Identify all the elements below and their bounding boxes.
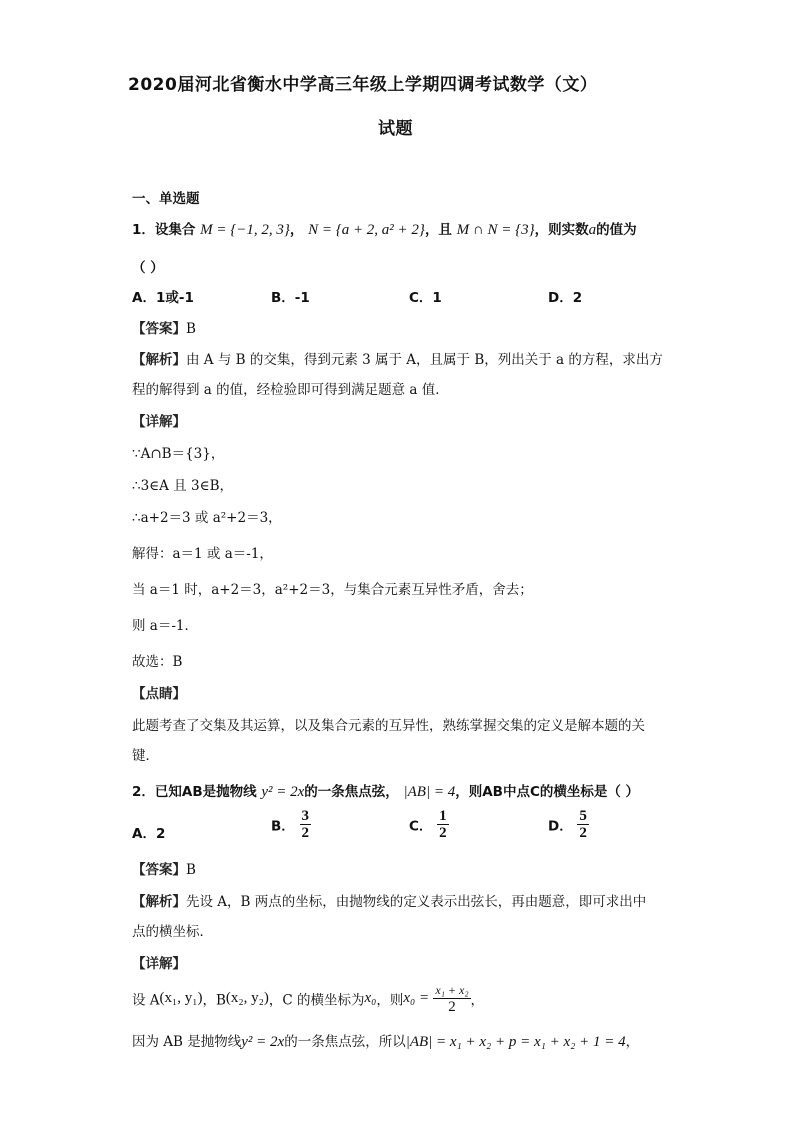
q2-analysis-line2: 点的横坐标． (132, 924, 213, 940)
q2-answer (132, 858, 196, 878)
q1-step: ∴3∈A 且 3∈B， (132, 478, 234, 494)
q2-stem-part: ，则AB中点C的横坐标是（ ） (455, 784, 640, 800)
q2-stem-part: 的一条焦点弦， (304, 784, 399, 800)
fraction-denominator: 2 (579, 825, 587, 841)
fraction-numerator: 5 (579, 808, 587, 824)
chord-length-eq: |AB| = x₁ + x₂ + p = x₁ + x₂ + 1 = 4 (405, 1034, 626, 1050)
parabola-eq: y² = 2x (241, 1034, 285, 1050)
q1-comment-line1: 此题考查了交集及其运算，以及集合元素的互异性，熟练掌握交集的定义是解本题的关 (132, 718, 645, 734)
q1-answer-paren: （ ） (132, 260, 164, 276)
point-a-coords: (x₁, y₁) (159, 990, 203, 1006)
q2-option-d (548, 808, 589, 841)
q1-step: ∵A∩B＝{3}， (132, 446, 225, 462)
text-run: 设 A (132, 992, 160, 1009)
q1-stem-part: 的值为 (596, 222, 637, 238)
option-label: D． (548, 818, 573, 835)
q2-stem-part: 已知AB是抛物线 (154, 784, 257, 800)
fraction-denominator: 2 (301, 825, 309, 841)
q1-step: 故选：B (132, 654, 183, 670)
q1-comment-line2: 键． (132, 748, 159, 764)
option-label: C． (409, 818, 433, 835)
q1-stem (132, 218, 637, 239)
section-heading: 一、单选题 (132, 191, 200, 207)
q2-detail-tag: 【详解】 (132, 956, 186, 972)
q1-step: 则 a＝-1． (132, 618, 198, 634)
equation-lhs: x₀ = (403, 990, 430, 1006)
option-label: B． (271, 818, 295, 835)
q1-sep: ， (289, 222, 304, 238)
q1-step: 当 a＝1 时，a+2＝3，a²+2＝3，与集合元素互异性矛盾，舍去； (132, 582, 533, 598)
q1-stem-part: ，则实数 (534, 222, 589, 238)
q2-parabola: y² = 2x (261, 784, 305, 800)
q2-chord-length: |AB| = 4 (403, 784, 456, 800)
q1-comment-tag: 【点睛】 (132, 686, 186, 702)
q1-step: 解得：a＝1 或 a＝-1， (132, 546, 273, 562)
point-b-coords: (x₂, y₂) (225, 990, 269, 1006)
fraction-numerator: 1 (439, 808, 447, 824)
q1-step: ∴a+2＝3 或 a²+2＝3， (132, 510, 282, 526)
q2-option-c (409, 808, 449, 841)
answer-value: B (186, 862, 196, 878)
fraction (437, 808, 449, 841)
fraction (300, 808, 312, 841)
q1-option-d: D．2 (548, 290, 583, 306)
q1-detail-tag: 【详解】 (132, 414, 186, 430)
q1-set-m: M = {−1, 2, 3} (200, 222, 290, 238)
q1-analysis-line1 (132, 348, 663, 368)
q1-set-n: N = {a + 2, a² + 2} (308, 222, 425, 238)
answer-tag: 【答案】 (132, 321, 186, 337)
doc-title-line2: 试题 (378, 119, 413, 139)
fraction-numerator: 3 (301, 808, 309, 824)
q2-analysis-line1 (132, 890, 646, 910)
fraction (577, 808, 589, 841)
text-run: ，则 (376, 992, 404, 1009)
var-x0: x₀ (364, 990, 377, 1006)
text-run: ， (625, 1034, 640, 1050)
q1-number: 1． (132, 222, 155, 238)
fraction-denominator: 2 (448, 999, 456, 1015)
q2-option-b (271, 808, 311, 841)
text-run: 因为 AB 是抛物线 (132, 1034, 242, 1050)
q1-option-a: A．1或-1 (132, 290, 194, 306)
q1-stem-part: 设集合 (154, 222, 196, 238)
fraction-numerator: x₁ + x₂ (435, 983, 469, 997)
text-run: ，B (202, 992, 226, 1009)
q1-var-a: a (588, 222, 597, 238)
analysis-text: 先设 A，B 两点的坐标，由抛物线的定义表示出弦长，再由题意，即可求出中 (186, 894, 647, 910)
text-run: ， (470, 992, 485, 1009)
q1-analysis-line2: 程的解得到 a 的值，经检验即可得到满足题意 a 值． (132, 382, 449, 398)
text-run: 的一条焦点弦，所以 (284, 1034, 406, 1050)
q2-stem (132, 780, 639, 801)
answer-tag: 【答案】 (132, 862, 186, 878)
q1-option-c: C．1 (409, 290, 442, 306)
answer-value: B (186, 321, 196, 337)
q1-intersection: M ∩ N = {3} (456, 222, 535, 238)
q1-option-b: B．-1 (271, 290, 310, 306)
q1-stem-part: ，且 (424, 222, 452, 238)
analysis-text: 由 A 与 B 的交集，得到元素 3 属于 A，且属于 B，列出关于 a 的方程，求出方 (186, 352, 663, 368)
q1-answer (132, 317, 196, 337)
q2-detail-line2 (132, 1030, 639, 1051)
q2-detail-line1 (132, 982, 484, 1015)
q2-option-a: A．2 (132, 826, 166, 842)
q2-number: 2． (132, 784, 155, 800)
text-run: ，C 的横坐标为 (268, 992, 365, 1009)
analysis-tag: 【解析】 (132, 894, 186, 910)
fraction-denominator: 2 (439, 825, 447, 841)
analysis-tag: 【解析】 (132, 352, 186, 368)
doc-title-line1: 2020届河北省衡水中学高三年级上学期四调考试数学（文） (128, 75, 598, 95)
fraction (433, 982, 470, 1015)
